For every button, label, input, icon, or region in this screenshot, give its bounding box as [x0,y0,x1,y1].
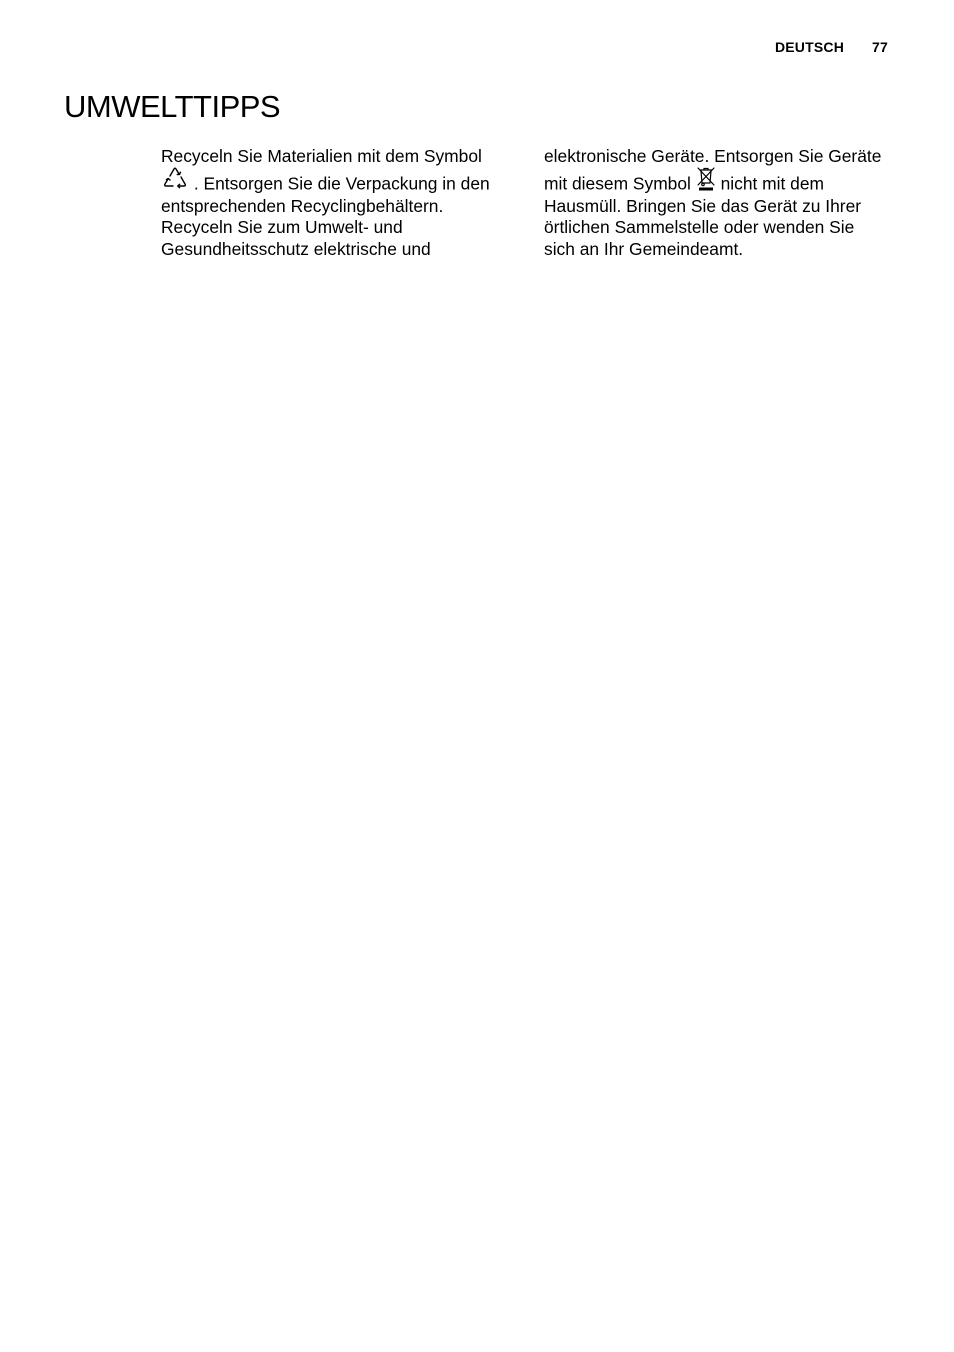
text-line: Gesundheitsschutz elektrische und [161,238,431,259]
page-number: 77 [872,39,888,55]
text-line: Hausmüll. Bringen Sie das Gerät zu Ihrer [544,195,862,216]
text-fragment: nicht mit dem [720,173,825,194]
text-line: entsprechenden Recyclingbehältern. [161,195,444,216]
recycle-icon [161,166,189,200]
text-line: örtlichen Sammelstelle oder wenden Sie [544,217,855,237]
text-line-with-icon [544,168,904,196]
page-title: UMWELTTIPPS [64,89,281,124]
text-line-with-icon [161,168,511,196]
text-line: elektronische Geräte. Entsorgen Sie Geräte [544,146,882,166]
page-header [775,39,888,55]
text-line: sich an Ihr Gemeindeamt. [544,238,744,259]
text-fragment: . Entsorgen Sie die Verpackung in den [193,173,490,194]
crossed-out-wheelie-bin-icon [696,166,716,200]
left-text-column [161,146,511,260]
section-label: DEUTSCH [774,39,845,55]
text-line: Recyceln Sie Materialien mit dem Symbol [161,146,482,166]
right-text-column [544,146,904,260]
text-fragment: mit diesem Symbol [544,173,691,194]
text-line: Recyceln Sie zum Umwelt- und [161,217,403,237]
